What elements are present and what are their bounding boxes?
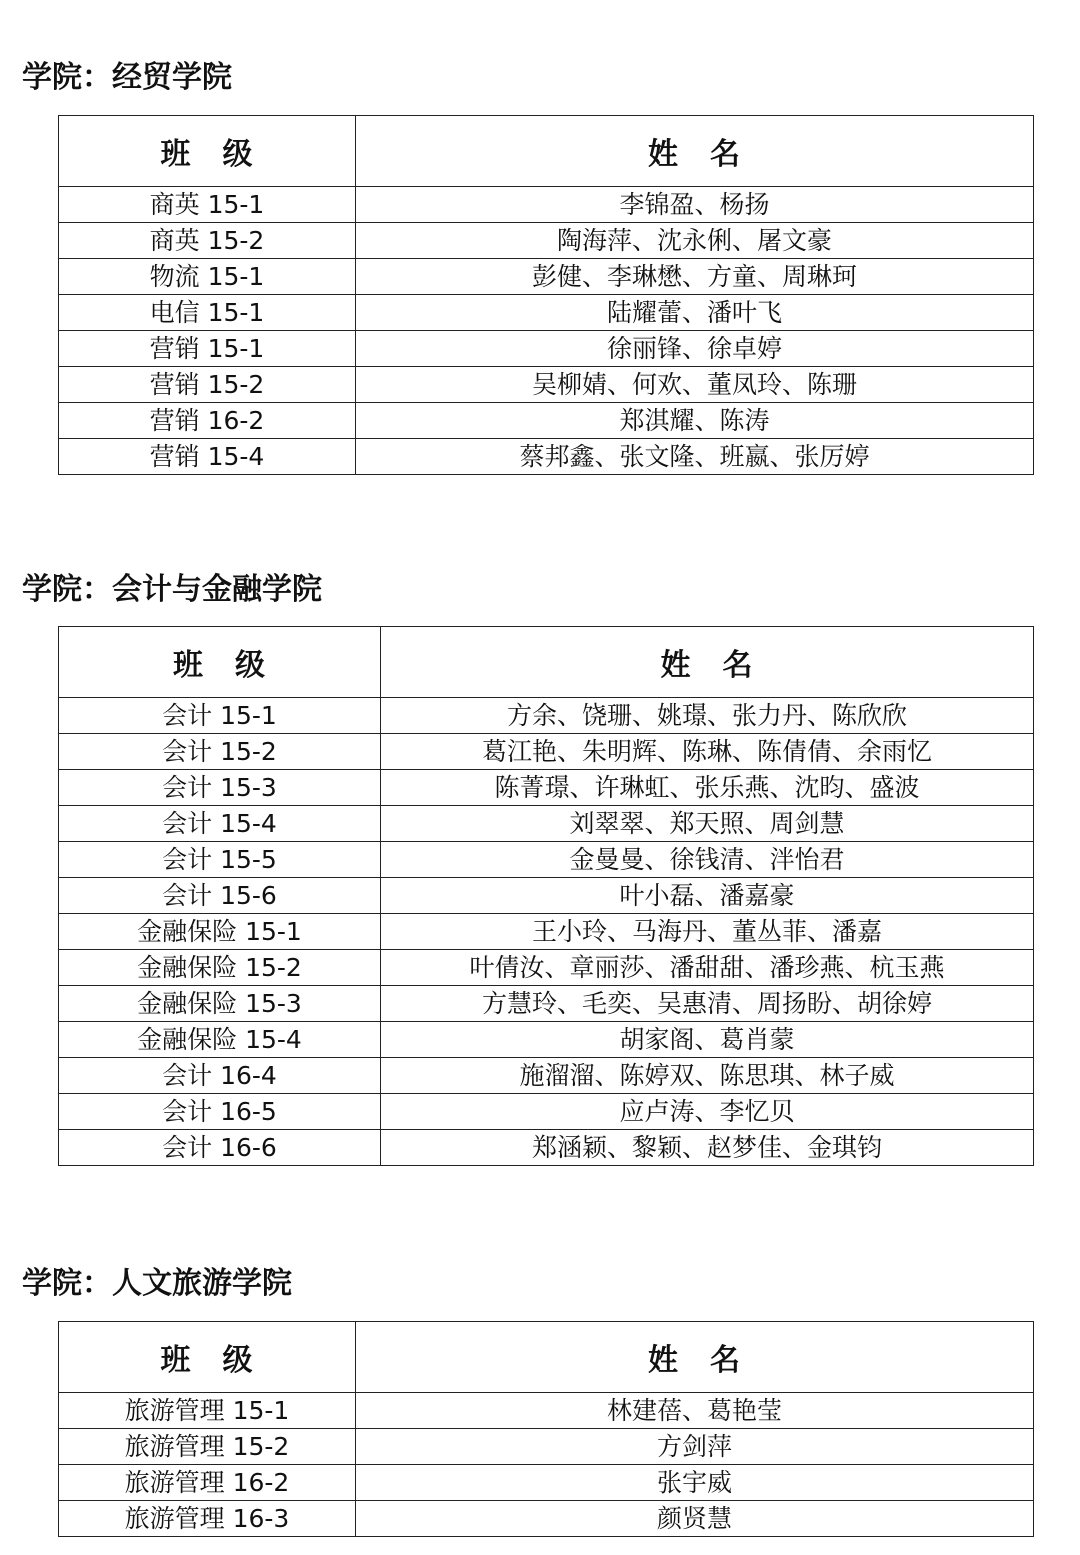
names-cell: 林建蓓、葛艳莹	[356, 1393, 1034, 1429]
class-cell: 营销 16-2	[59, 403, 356, 439]
roster-table-humanities-tourism	[58, 1321, 1034, 1537]
names-cell: 叶小磊、潘嘉豪	[381, 878, 1034, 914]
table-row	[59, 1501, 1034, 1537]
table-row	[59, 698, 1034, 734]
class-cell: 金融保险 15-3	[59, 986, 381, 1022]
college-title-accounting-finance: 学院：会计与金融学院	[22, 572, 322, 607]
names-cell: 方慧玲、毛奕、吴惠清、周扬盼、胡徐婷	[381, 986, 1034, 1022]
names-cell: 李锦盈、杨扬	[356, 187, 1034, 223]
table-row	[59, 259, 1034, 295]
names-cell: 陈菁璟、许琳虹、张乐燕、沈昀、盛波	[381, 770, 1034, 806]
class-cell: 会计 15-2	[59, 734, 381, 770]
table-row	[59, 914, 1034, 950]
class-cell: 旅游管理 16-2	[59, 1465, 356, 1501]
table-row	[59, 1022, 1034, 1058]
table-row	[59, 1094, 1034, 1130]
class-cell: 商英 15-1	[59, 187, 356, 223]
names-cell: 陶海萍、沈永俐、屠文豪	[356, 223, 1034, 259]
class-cell: 会计 15-3	[59, 770, 381, 806]
college-title-jingmao: 学院：经贸学院	[22, 60, 232, 95]
table-row	[59, 842, 1034, 878]
class-column-header: 班 级	[59, 627, 381, 698]
table-row	[59, 1130, 1034, 1166]
table-row	[59, 331, 1034, 367]
names-cell: 刘翠翠、郑天照、周剑慧	[381, 806, 1034, 842]
names-cell: 胡家阁、葛肖蒙	[381, 1022, 1034, 1058]
names-cell: 王小玲、马海丹、董丛菲、潘嘉	[381, 914, 1034, 950]
names-cell: 徐丽锋、徐卓婷	[356, 331, 1034, 367]
class-cell: 旅游管理 15-2	[59, 1429, 356, 1465]
table-row	[59, 986, 1034, 1022]
class-cell: 会计 15-4	[59, 806, 381, 842]
table-header-row	[59, 1322, 1034, 1393]
class-cell: 营销 15-4	[59, 439, 356, 475]
class-cell: 会计 16-4	[59, 1058, 381, 1094]
class-cell: 电信 15-1	[59, 295, 356, 331]
table-row	[59, 295, 1034, 331]
table-row	[59, 1058, 1034, 1094]
table-row	[59, 1393, 1034, 1429]
class-cell: 金融保险 15-2	[59, 950, 381, 986]
table-row	[59, 187, 1034, 223]
names-cell: 吴柳婧、何欢、董凤玲、陈珊	[356, 367, 1034, 403]
names-cell: 陆耀蕾、潘叶飞	[356, 295, 1034, 331]
table-row	[59, 439, 1034, 475]
names-cell: 葛江艳、朱明辉、陈琳、陈倩倩、余雨忆	[381, 734, 1034, 770]
names-cell: 郑淇耀、陈涛	[356, 403, 1034, 439]
class-cell: 旅游管理 15-1	[59, 1393, 356, 1429]
names-cell: 蔡邦鑫、张文隆、班嬴、张厉婷	[356, 439, 1034, 475]
table-row	[59, 734, 1034, 770]
class-cell: 物流 15-1	[59, 259, 356, 295]
table-row	[59, 1465, 1034, 1501]
class-cell: 会计 15-1	[59, 698, 381, 734]
college-title-humanities-tourism: 学院：人文旅游学院	[22, 1266, 292, 1301]
names-column-header: 姓 名	[356, 1322, 1034, 1393]
class-cell: 会计 16-5	[59, 1094, 381, 1130]
names-cell: 张宇威	[356, 1465, 1034, 1501]
roster-table-accounting-finance	[58, 626, 1034, 1166]
class-cell: 会计 16-6	[59, 1130, 381, 1166]
table-row	[59, 878, 1034, 914]
names-column-header: 姓 名	[356, 116, 1034, 187]
table-row	[59, 403, 1034, 439]
names-cell: 应卢涛、李忆贝	[381, 1094, 1034, 1130]
names-cell: 郑涵颖、黎颖、赵梦佳、金琪钧	[381, 1130, 1034, 1166]
names-cell: 施溜溜、陈婷双、陈思琪、林子威	[381, 1058, 1034, 1094]
table-row	[59, 770, 1034, 806]
names-cell: 彭健、李琳懋、方童、周琳珂	[356, 259, 1034, 295]
roster-table-jingmao	[58, 115, 1034, 475]
class-cell: 旅游管理 16-3	[59, 1501, 356, 1537]
class-cell: 商英 15-2	[59, 223, 356, 259]
names-column-header: 姓 名	[381, 627, 1034, 698]
table-header-row	[59, 116, 1034, 187]
class-column-header: 班 级	[59, 1322, 356, 1393]
table-row	[59, 367, 1034, 403]
table-row	[59, 950, 1034, 986]
table-row	[59, 806, 1034, 842]
names-cell: 方剑萍	[356, 1429, 1034, 1465]
class-cell: 营销 15-1	[59, 331, 356, 367]
class-cell: 营销 15-2	[59, 367, 356, 403]
class-cell: 会计 15-6	[59, 878, 381, 914]
names-cell: 叶倩汝、章丽莎、潘甜甜、潘珍燕、杭玉燕	[381, 950, 1034, 986]
table-header-row	[59, 627, 1034, 698]
class-column-header: 班 级	[59, 116, 356, 187]
names-cell: 颜贤慧	[356, 1501, 1034, 1537]
class-cell: 金融保险 15-4	[59, 1022, 381, 1058]
table-row	[59, 223, 1034, 259]
class-cell: 金融保险 15-1	[59, 914, 381, 950]
class-cell: 会计 15-5	[59, 842, 381, 878]
names-cell: 金曼曼、徐钱清、泮怡君	[381, 842, 1034, 878]
names-cell: 方余、饶珊、姚璟、张力丹、陈欣欣	[381, 698, 1034, 734]
table-row	[59, 1429, 1034, 1465]
